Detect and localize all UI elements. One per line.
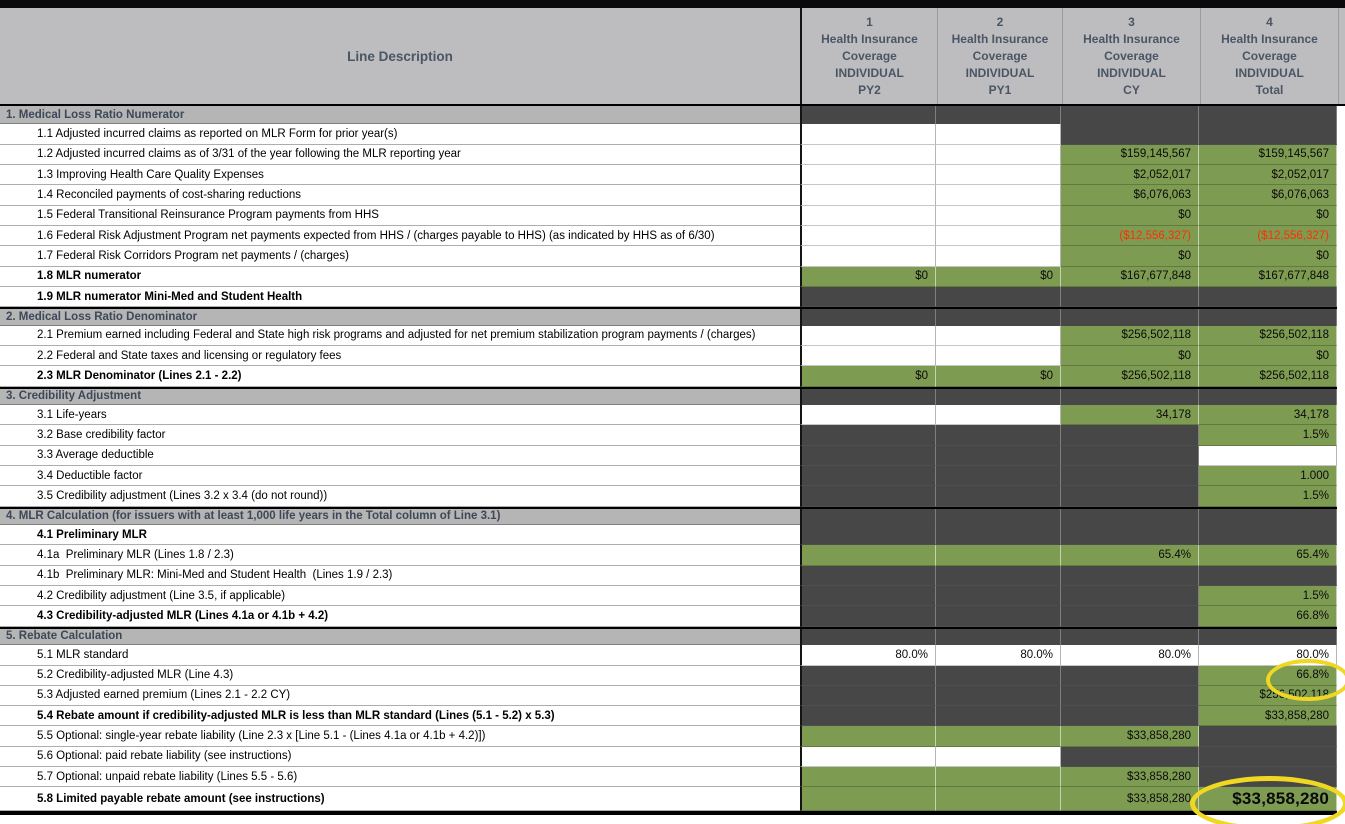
value-cell[interactable]: [800, 246, 936, 266]
table-row: [0, 165, 1337, 185]
table-row: [0, 726, 1337, 746]
value-cell[interactable]: [1199, 726, 1337, 746]
table-row: [0, 686, 1337, 706]
row-label[interactable]: 2.3 MLR Denominator (Lines 2.1 - 2.2): [0, 366, 800, 386]
value-cell[interactable]: 65.4%: [1061, 545, 1199, 565]
value-cell[interactable]: $256,502,118: [1199, 326, 1337, 346]
value-cell[interactable]: [800, 226, 936, 246]
table-row: [0, 486, 1337, 506]
value-cell[interactable]: [1061, 124, 1199, 144]
value-cell[interactable]: [1061, 706, 1199, 726]
column-header-line: INDIVIDUAL: [1097, 65, 1166, 80]
value-cell[interactable]: $159,145,567: [1061, 145, 1199, 165]
value-cell[interactable]: [800, 446, 936, 466]
value-cell[interactable]: [936, 145, 1061, 165]
column-header-line: 4: [1266, 14, 1273, 29]
row-label[interactable]: 3.4 Deductible factor: [0, 466, 800, 486]
line-description-header[interactable]: Line Description: [347, 48, 453, 64]
value-cell[interactable]: [800, 425, 936, 445]
value-cell[interactable]: $6,076,063: [1061, 185, 1199, 205]
row-label[interactable]: 5.2 Credibility-adjusted MLR (Line 4.3): [0, 666, 800, 686]
value-cell[interactable]: 66.8%: [1199, 606, 1337, 626]
column-header-line: INDIVIDUAL: [1235, 65, 1304, 80]
value-cell[interactable]: [936, 629, 1061, 645]
value-cell[interactable]: [800, 106, 936, 124]
value-cell[interactable]: [1061, 666, 1199, 686]
value-cell[interactable]: [936, 389, 1061, 405]
value-cell[interactable]: 34,178: [1199, 405, 1337, 425]
value-cell[interactable]: 1.5%: [1199, 486, 1337, 506]
row-label[interactable]: 2.2 Federal and State taxes and licensing or regulatory fees: [0, 346, 800, 366]
value-cell[interactable]: [1199, 767, 1337, 787]
value-cell[interactable]: [800, 405, 936, 425]
section-label[interactable]: 1. Medical Loss Ratio Numerator: [0, 106, 800, 124]
value-cell[interactable]: [1199, 287, 1337, 307]
table-row: [0, 645, 1337, 665]
table-row: [0, 566, 1337, 586]
value-cell[interactable]: $0: [1061, 206, 1199, 226]
row-label[interactable]: 4.1a Preliminary MLR (Lines 1.8 / 2.3): [0, 545, 800, 565]
value-cell[interactable]: [1199, 446, 1337, 466]
value-cell[interactable]: [1061, 509, 1199, 525]
row-label[interactable]: 2.1 Premium earned including Federal and State high risk programs and adjusted for net premium stabilization program payments / (charges): [0, 326, 800, 346]
column-header-line: Coverage: [842, 48, 897, 63]
row-label[interactable]: 5.8 Limited payable rebate amount (see instructions): [0, 787, 800, 811]
value-cell[interactable]: [936, 287, 1061, 307]
column-header-line: Coverage: [1104, 48, 1159, 63]
value-cell[interactable]: [1061, 566, 1199, 586]
value-cell[interactable]: [936, 545, 1061, 565]
value-cell[interactable]: $256,502,118: [1199, 686, 1337, 706]
table-row: [0, 246, 1337, 266]
value-cell[interactable]: [936, 346, 1061, 366]
table-row: [0, 706, 1337, 726]
value-cell[interactable]: [800, 767, 936, 787]
section-row: [0, 106, 1337, 124]
column-header-line: 1: [866, 14, 873, 29]
value-cell[interactable]: [800, 787, 936, 811]
table-row: [0, 586, 1337, 606]
value-cell[interactable]: [936, 206, 1061, 226]
value-cell[interactable]: [936, 706, 1061, 726]
value-cell[interactable]: [936, 446, 1061, 466]
value-cell[interactable]: $256,502,118: [1061, 366, 1199, 386]
value-cell[interactable]: [936, 165, 1061, 185]
value-cell[interactable]: [936, 486, 1061, 506]
row-label[interactable]: 1.6 Federal Risk Adjustment Program net payments expected from HHS / (charges payable to HHS) (as indicated by HHS as of 6/30): [0, 226, 800, 246]
value-cell[interactable]: [800, 326, 936, 346]
value-cell[interactable]: $159,145,567: [1199, 145, 1337, 165]
table-row: [0, 666, 1337, 686]
row-label[interactable]: 4.2 Credibility adjustment (Line 3.5, if applicable): [0, 586, 800, 606]
table-row: [0, 145, 1337, 165]
section-row: [0, 507, 1337, 525]
table-row: [0, 787, 1337, 811]
value-cell[interactable]: 1.5%: [1199, 425, 1337, 445]
row-label[interactable]: 3.2 Base credibility factor: [0, 425, 800, 445]
table-header-row: [0, 8, 1345, 106]
value-cell[interactable]: [800, 509, 936, 525]
value-cell[interactable]: [800, 389, 936, 405]
table-row: [0, 606, 1337, 626]
value-cell[interactable]: [936, 686, 1061, 706]
value-cell[interactable]: [936, 606, 1061, 626]
column-header-line: Total: [1255, 82, 1284, 97]
column-header-line: PY2: [858, 82, 881, 97]
value-cell[interactable]: [800, 666, 936, 686]
row-label[interactable]: 1.9 MLR numerator Mini-Med and Student Health: [0, 287, 800, 307]
value-cell[interactable]: 80.0%: [1061, 645, 1199, 665]
value-cell[interactable]: [1061, 486, 1199, 506]
value-cell[interactable]: $6,076,063: [1199, 185, 1337, 205]
value-cell[interactable]: [800, 287, 936, 307]
top-border: [0, 0, 1345, 8]
value-cell[interactable]: 1.000: [1199, 466, 1337, 486]
value-cell[interactable]: [936, 185, 1061, 205]
column-header-3[interactable]: [1063, 8, 1201, 104]
value-cell[interactable]: $2,052,017: [1061, 165, 1199, 185]
value-cell[interactable]: [800, 165, 936, 185]
value-cell[interactable]: ($12,556,327): [1061, 226, 1199, 246]
value-cell[interactable]: $33,858,280: [1061, 787, 1199, 811]
value-cell[interactable]: $2,052,017: [1199, 165, 1337, 185]
table-row: [0, 366, 1337, 386]
value-cell[interactable]: 65.4%: [1199, 545, 1337, 565]
table-row: [0, 466, 1337, 486]
value-cell[interactable]: [1199, 106, 1337, 124]
value-cell[interactable]: [800, 566, 936, 586]
value-cell[interactable]: [1061, 686, 1199, 706]
row-label[interactable]: 1.5 Federal Transitional Reinsurance Program payments from HHS: [0, 206, 800, 226]
table-row: [0, 425, 1337, 445]
value-cell[interactable]: [936, 124, 1061, 144]
value-cell[interactable]: 34,178: [1061, 405, 1199, 425]
value-cell[interactable]: [800, 545, 936, 565]
value-cell[interactable]: 80.0%: [800, 645, 936, 665]
value-cell[interactable]: ($12,556,327): [1199, 226, 1337, 246]
value-cell[interactable]: $33,858,280: [1061, 767, 1199, 787]
value-cell[interactable]: [1199, 566, 1337, 586]
table-row: [0, 767, 1337, 787]
table-body: [0, 106, 1337, 811]
table-row: [0, 124, 1337, 144]
value-cell[interactable]: [936, 509, 1061, 525]
value-cell[interactable]: [936, 747, 1061, 767]
value-cell[interactable]: [1199, 747, 1337, 767]
value-cell[interactable]: [1061, 747, 1199, 767]
value-cell[interactable]: $0: [800, 267, 936, 287]
value-cell[interactable]: [936, 425, 1061, 445]
row-label[interactable]: 4.1b Preliminary MLR: Mini-Med and Student Health (Lines 1.9 / 2.3): [0, 566, 800, 586]
bottom-border: [0, 811, 1337, 815]
value-cell[interactable]: [936, 246, 1061, 266]
value-cell[interactable]: [936, 767, 1061, 787]
column-header-line: Coverage: [1242, 48, 1297, 63]
column-headers: [800, 8, 1339, 104]
section-label[interactable]: 3. Credibility Adjustment: [0, 389, 800, 405]
table-row: [0, 326, 1337, 346]
table-row: [0, 446, 1337, 466]
value-cell[interactable]: [936, 326, 1061, 346]
table-row: [0, 346, 1337, 366]
table-row: [0, 226, 1337, 246]
column-header-line: Health Insurance: [1221, 31, 1318, 46]
value-cell[interactable]: $33,858,280: [1199, 706, 1337, 726]
row-label[interactable]: 4.1 Preliminary MLR: [0, 525, 800, 545]
section-label[interactable]: 4. MLR Calculation (for issuers with at least 1,000 life years in the Total column of Line 3.1): [0, 509, 800, 525]
row-label[interactable]: 5.7 Optional: unpaid rebate liability (Lines 5.5 - 5.6): [0, 767, 800, 787]
value-cell[interactable]: [936, 466, 1061, 486]
value-cell[interactable]: [936, 525, 1061, 545]
value-cell[interactable]: $0: [936, 267, 1061, 287]
section-row: [0, 307, 1337, 325]
value-cell[interactable]: [1061, 309, 1199, 325]
row-label[interactable]: 1.4 Reconciled payments of cost-sharing reductions: [0, 185, 800, 205]
value-cell[interactable]: [1061, 586, 1199, 606]
value-cell[interactable]: [800, 486, 936, 506]
value-cell[interactable]: [800, 706, 936, 726]
value-cell[interactable]: [800, 686, 936, 706]
value-cell[interactable]: $256,502,118: [1061, 326, 1199, 346]
column-header-4[interactable]: [1201, 8, 1339, 104]
value-cell[interactable]: $167,677,848: [1061, 267, 1199, 287]
value-cell[interactable]: [1199, 309, 1337, 325]
column-header-line: 2: [996, 14, 1004, 29]
value-cell[interactable]: [800, 206, 936, 226]
section-label[interactable]: 5. Rebate Calculation: [0, 629, 800, 645]
row-label[interactable]: 1.3 Improving Health Care Quality Expenses: [0, 165, 800, 185]
value-cell[interactable]: $0: [1061, 246, 1199, 266]
value-cell[interactable]: 1.5%: [1199, 586, 1337, 606]
value-cell[interactable]: 80.0%: [1199, 645, 1337, 665]
value-cell[interactable]: [1061, 287, 1199, 307]
column-header-line: 3: [1128, 14, 1135, 29]
value-cell[interactable]: [1061, 425, 1199, 445]
table-row: [0, 206, 1337, 226]
column-header-line: Health Insurance: [1083, 31, 1180, 46]
value-cell[interactable]: [1199, 124, 1337, 144]
value-cell[interactable]: [936, 566, 1061, 586]
value-cell[interactable]: [1061, 389, 1199, 405]
row-label[interactable]: 5.6 Optional: paid rebate liability (see instructions): [0, 747, 800, 767]
value-cell[interactable]: [936, 309, 1061, 325]
value-cell[interactable]: $256,502,118: [1199, 366, 1337, 386]
value-cell[interactable]: [800, 606, 936, 626]
value-cell[interactable]: [1199, 629, 1337, 645]
column-header-line: Health Insurance: [821, 31, 918, 46]
column-header-line: PY1: [988, 82, 1012, 97]
table-row: [0, 287, 1337, 307]
value-cell[interactable]: [1199, 509, 1337, 525]
value-cell[interactable]: $33,858,280: [1061, 726, 1199, 746]
row-label[interactable]: 1.7 Federal Risk Corridors Program net payments / (charges): [0, 246, 800, 266]
value-cell[interactable]: 66.8%: [1199, 666, 1337, 686]
value-cell[interactable]: [936, 726, 1061, 746]
value-cell[interactable]: $0: [800, 366, 936, 386]
value-cell[interactable]: $0: [1061, 346, 1199, 366]
row-label[interactable]: 5.5 Optional: single-year rebate liability (Line 2.3 x [Line 5.1 - (Lines 4.1a or 4.1b + 4.2)]): [0, 726, 800, 746]
value-cell[interactable]: [936, 405, 1061, 425]
table-row: [0, 185, 1337, 205]
row-label[interactable]: 4.3 Credibility-adjusted MLR (Lines 4.1a or 4.1b + 4.2): [0, 606, 800, 626]
value-cell[interactable]: $33,858,280: [1199, 787, 1337, 811]
row-label[interactable]: 5.1 MLR standard: [0, 645, 800, 665]
column-header-1[interactable]: [802, 8, 938, 104]
table-row: [0, 747, 1337, 767]
table-row: [0, 525, 1337, 545]
row-label[interactable]: 1.8 MLR numerator: [0, 267, 800, 287]
value-cell[interactable]: [800, 629, 936, 645]
row-label[interactable]: 3.1 Life-years: [0, 405, 800, 425]
value-cell[interactable]: [800, 747, 936, 767]
value-cell[interactable]: [936, 226, 1061, 246]
row-label[interactable]: 5.3 Adjusted earned premium (Lines 2.1 - 2.2 CY): [0, 686, 800, 706]
value-cell[interactable]: [800, 309, 936, 325]
value-cell[interactable]: [800, 726, 936, 746]
value-cell[interactable]: [800, 124, 936, 144]
value-cell[interactable]: [1061, 446, 1199, 466]
table-row: [0, 545, 1337, 565]
value-cell[interactable]: [1061, 525, 1199, 545]
table-row: [0, 405, 1337, 425]
value-cell[interactable]: [800, 145, 936, 165]
row-label[interactable]: 3.5 Credibility adjustment (Lines 3.2 x 3.4 (do not round)): [0, 486, 800, 506]
value-cell[interactable]: 80.0%: [936, 645, 1061, 665]
column-header-2[interactable]: [938, 8, 1063, 104]
row-label[interactable]: 3.3 Average deductible: [0, 446, 800, 466]
value-cell[interactable]: $0: [1199, 206, 1337, 226]
section-row: [0, 387, 1337, 405]
value-cell[interactable]: [936, 666, 1061, 686]
column-header-line: INDIVIDUAL: [835, 65, 904, 80]
value-cell[interactable]: [800, 586, 936, 606]
value-cell[interactable]: [1199, 525, 1337, 545]
value-cell[interactable]: $167,677,848: [1199, 267, 1337, 287]
section-label[interactable]: 2. Medical Loss Ratio Denominator: [0, 309, 800, 325]
value-cell[interactable]: [800, 346, 936, 366]
row-label[interactable]: 1.1 Adjusted incurred claims as reported on MLR Form for prior year(s): [0, 124, 800, 144]
table-row: [0, 267, 1337, 287]
value-cell[interactable]: [1061, 106, 1199, 124]
section-row: [0, 627, 1337, 645]
value-cell[interactable]: [936, 586, 1061, 606]
value-cell[interactable]: $0: [936, 366, 1061, 386]
row-label[interactable]: 1.2 Adjusted incurred claims as of 3/31 of the year following the MLR reporting year: [0, 145, 800, 165]
value-cell[interactable]: [1061, 606, 1199, 626]
value-cell[interactable]: [1061, 629, 1199, 645]
value-cell[interactable]: [800, 525, 936, 545]
value-cell[interactable]: $0: [1199, 346, 1337, 366]
column-header-line: Health Insurance: [951, 31, 1049, 46]
value-cell[interactable]: [800, 185, 936, 205]
column-header-line: INDIVIDUAL: [965, 65, 1035, 80]
row-label[interactable]: 5.4 Rebate amount if credibility-adjusted MLR is less than MLR standard (Lines (5.1 - 5.2) x 5.3): [0, 706, 800, 726]
column-header-line: Coverage: [972, 48, 1028, 63]
value-cell[interactable]: [936, 787, 1061, 811]
value-cell[interactable]: [800, 466, 936, 486]
column-header-line: CY: [1123, 82, 1140, 97]
value-cell[interactable]: [1061, 466, 1199, 486]
value-cell[interactable]: [1199, 389, 1337, 405]
value-cell[interactable]: $0: [1199, 246, 1337, 266]
value-cell[interactable]: [936, 106, 1061, 124]
